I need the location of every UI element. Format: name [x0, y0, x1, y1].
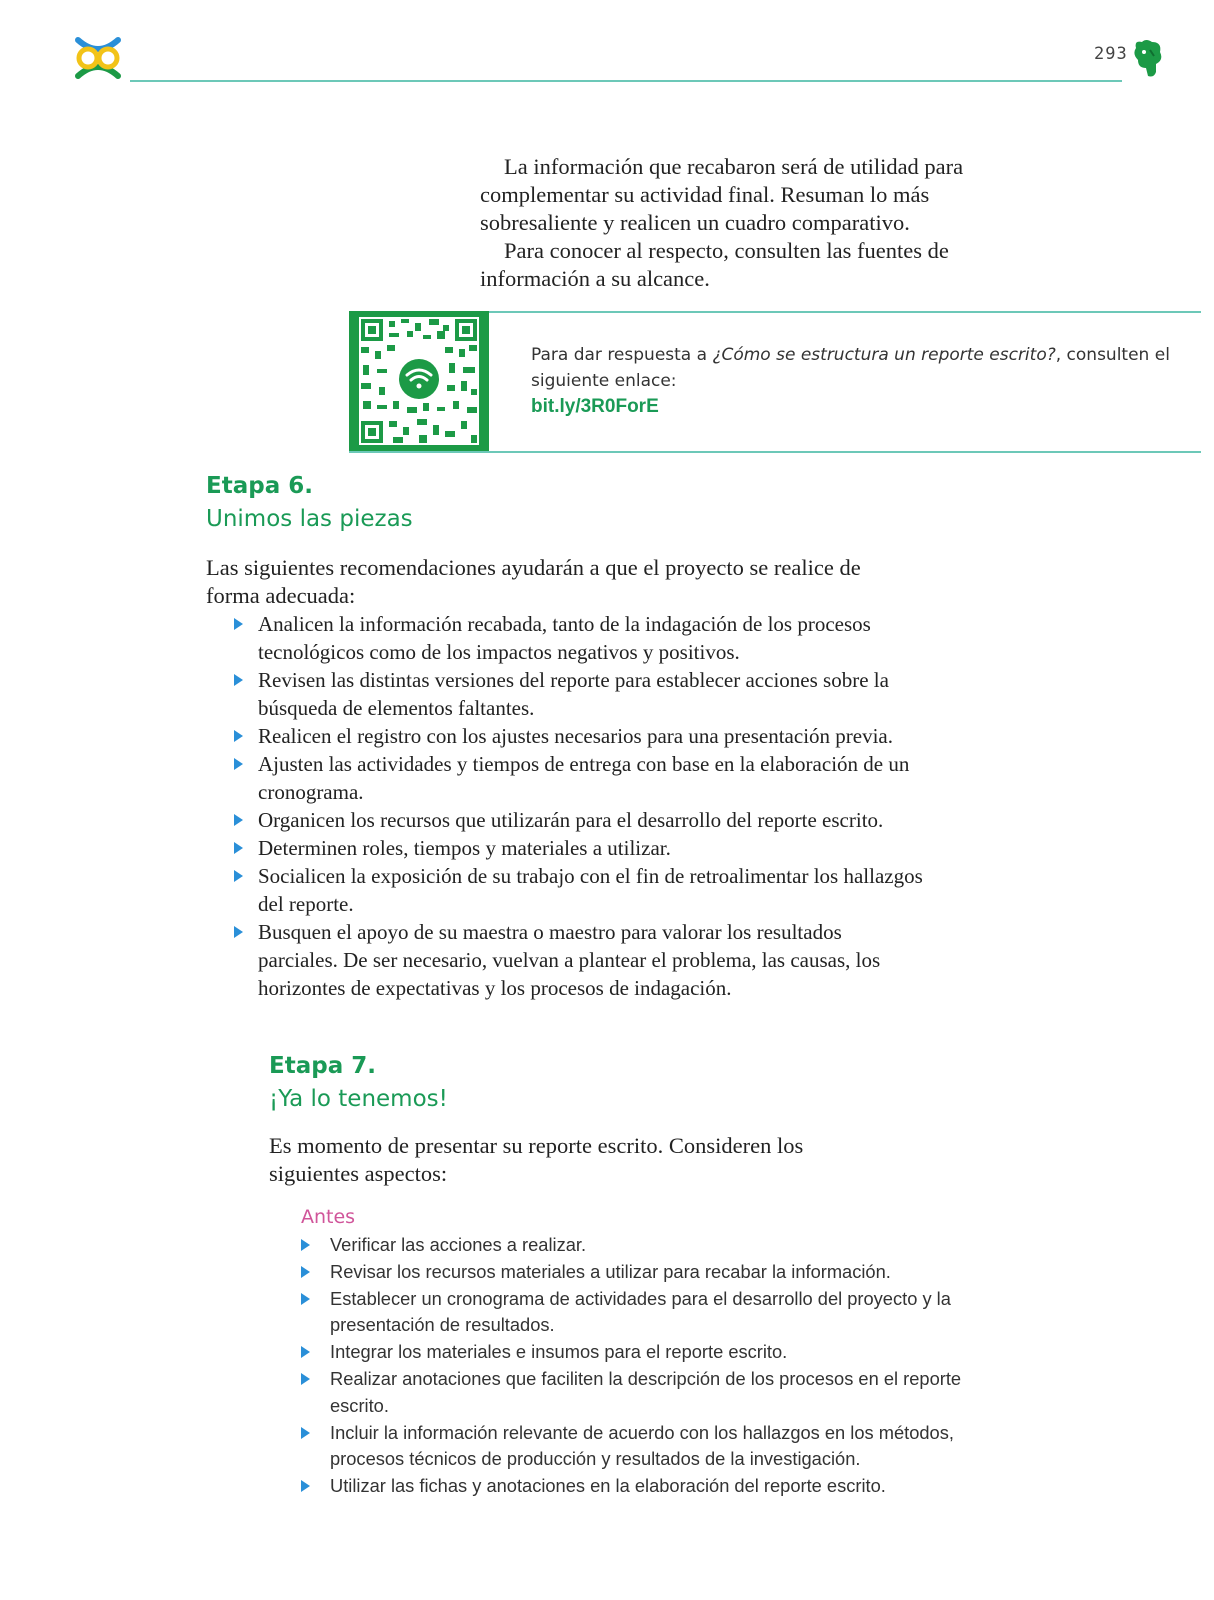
- qr-text-after: , consulten el siguiente enlace:: [531, 345, 1170, 391]
- qr-question: ¿Cómo se estructura un reporte escrito?: [712, 345, 1056, 365]
- list-item: [301, 1286, 1021, 1340]
- list-item-text: Determinen roles, tiempos y materiales a utilizar.: [258, 836, 671, 860]
- list-item: [206, 834, 926, 862]
- bullet-arrow-icon: [301, 1239, 310, 1251]
- list-item: [301, 1339, 1021, 1366]
- bullet-arrow-icon: [234, 674, 243, 686]
- bullet-arrow-icon: [234, 730, 243, 742]
- list-item-text: Busquen el apoyo de su maestra o maestro para valorar los resultados parciales. De ser necesario, vuelvan a plantear el problema, las causas, los horizontes de expectativas y los procesos de indagación.: [258, 920, 881, 1000]
- qr-callout-text: [531, 342, 1171, 420]
- qr-code[interactable]: [349, 311, 489, 451]
- qr-code-icon: [359, 317, 479, 445]
- etapa7-title: Etapa 7.: [269, 1053, 376, 1079]
- bullet-arrow-icon: [301, 1480, 310, 1492]
- list-item: [206, 610, 926, 666]
- list-item-text: Revisar los recursos materiales a utilizar para recabar la información.: [330, 1260, 891, 1282]
- etapa6-list: [206, 610, 926, 1002]
- list-item-text: Verificar las acciones a realizar.: [330, 1234, 587, 1255]
- list-item-text: Socialicen la exposición de su trabajo con el fin de retroalimentar los hallazgos del reporte.: [258, 864, 923, 916]
- etapa6-title: Etapa 6.: [206, 473, 313, 499]
- bullet-arrow-icon: [234, 814, 243, 826]
- qr-link[interactable]: bit.ly/3R0ForE: [531, 396, 659, 417]
- list-item: [206, 862, 926, 918]
- list-item-text: Realicen el registro con los ajustes necesarios para una presentación previa.: [258, 724, 893, 748]
- list-item-text: Analicen la información recabada, tanto de la indagación de los procesos tecnológicos como de los impactos negativos y positivos.: [258, 612, 871, 664]
- list-item: [301, 1473, 1021, 1500]
- header-rule: [130, 80, 1122, 82]
- intro-text: [480, 153, 1000, 293]
- bullet-arrow-icon: [301, 1373, 310, 1385]
- etapa7-list: [301, 1232, 1021, 1500]
- qr-text-before: Para dar respuesta a: [531, 345, 713, 365]
- bullet-arrow-icon: [301, 1427, 310, 1439]
- bullet-arrow-icon: [234, 870, 243, 882]
- list-item: [301, 1366, 1021, 1420]
- list-item-text: Integrar los materiales e insumos para el reporte escrito.: [330, 1341, 788, 1363]
- etapa7-lead: Es momento de presentar su reporte escrito. Consideren los siguientes aspectos:: [269, 1133, 804, 1186]
- bullet-arrow-icon: [234, 926, 243, 938]
- bullet-arrow-icon: [234, 618, 243, 630]
- intro-paragraph: La información que recabaron será de utilidad para complementar su actividad final. Resuman lo más sobresaliente y realicen un cuadro comparativo.: [480, 154, 964, 235]
- list-item: [206, 666, 926, 722]
- list-item-text: Realizar anotaciones que faciliten la descripción de los procesos en el reporte escrito.: [330, 1367, 962, 1416]
- list-item: [301, 1232, 1021, 1259]
- list-item-text: Establecer un cronograma de actividades para el desarrollo del proyecto y la presentación de resultados.: [330, 1287, 951, 1336]
- etapa6-heading: [206, 470, 413, 536]
- list-item: [301, 1420, 1021, 1474]
- list-item: [206, 750, 926, 806]
- bullet-arrow-icon: [301, 1293, 310, 1305]
- list-item: [206, 722, 926, 750]
- list-item-text: Organicen los recursos que utilizarán para el desarrollo del reporte escrito.: [258, 808, 884, 832]
- antes-label: Antes: [301, 1206, 356, 1228]
- list-item-text: Utilizar las fichas y anotaciones en la elaboración del reporte escrito.: [330, 1475, 886, 1497]
- etapa7-subtitle: ¡Ya lo tenemos!: [269, 1086, 448, 1112]
- etapa6-subtitle: Unimos las piezas: [206, 506, 413, 532]
- etapa7-heading: [269, 1050, 448, 1116]
- list-item-text: Incluir la información relevante de acuerdo con los hallazgos en los métodos, procesos técnicos de producción y resultados de la investigación.: [330, 1421, 954, 1470]
- bullet-arrow-icon: [301, 1266, 310, 1278]
- bullet-arrow-icon: [301, 1346, 310, 1358]
- bullet-arrow-icon: [234, 758, 243, 770]
- list-item-text: Ajusten las actividades y tiempos de entrega con base en la elaboración de un cronograma.: [258, 752, 910, 804]
- interlocked-rings-logo-icon: [72, 32, 124, 84]
- intro-paragraph: Para conocer al respecto, consulten las fuentes de información a su alcance.: [480, 238, 949, 291]
- list-item: [301, 1259, 1021, 1286]
- green-mascot-icon: [1132, 38, 1164, 78]
- list-item-text: Revisen las distintas versiones del reporte para establecer acciones sobre la búsqueda de elementos faltantes.: [258, 668, 889, 720]
- list-item: [206, 918, 926, 1002]
- page-number: 293: [1094, 44, 1128, 64]
- list-item: [206, 806, 926, 834]
- bullet-arrow-icon: [234, 842, 243, 854]
- etapa6-lead: Las siguientes recomendaciones ayudarán a que el proyecto se realice de forma adecuada:: [206, 555, 861, 608]
